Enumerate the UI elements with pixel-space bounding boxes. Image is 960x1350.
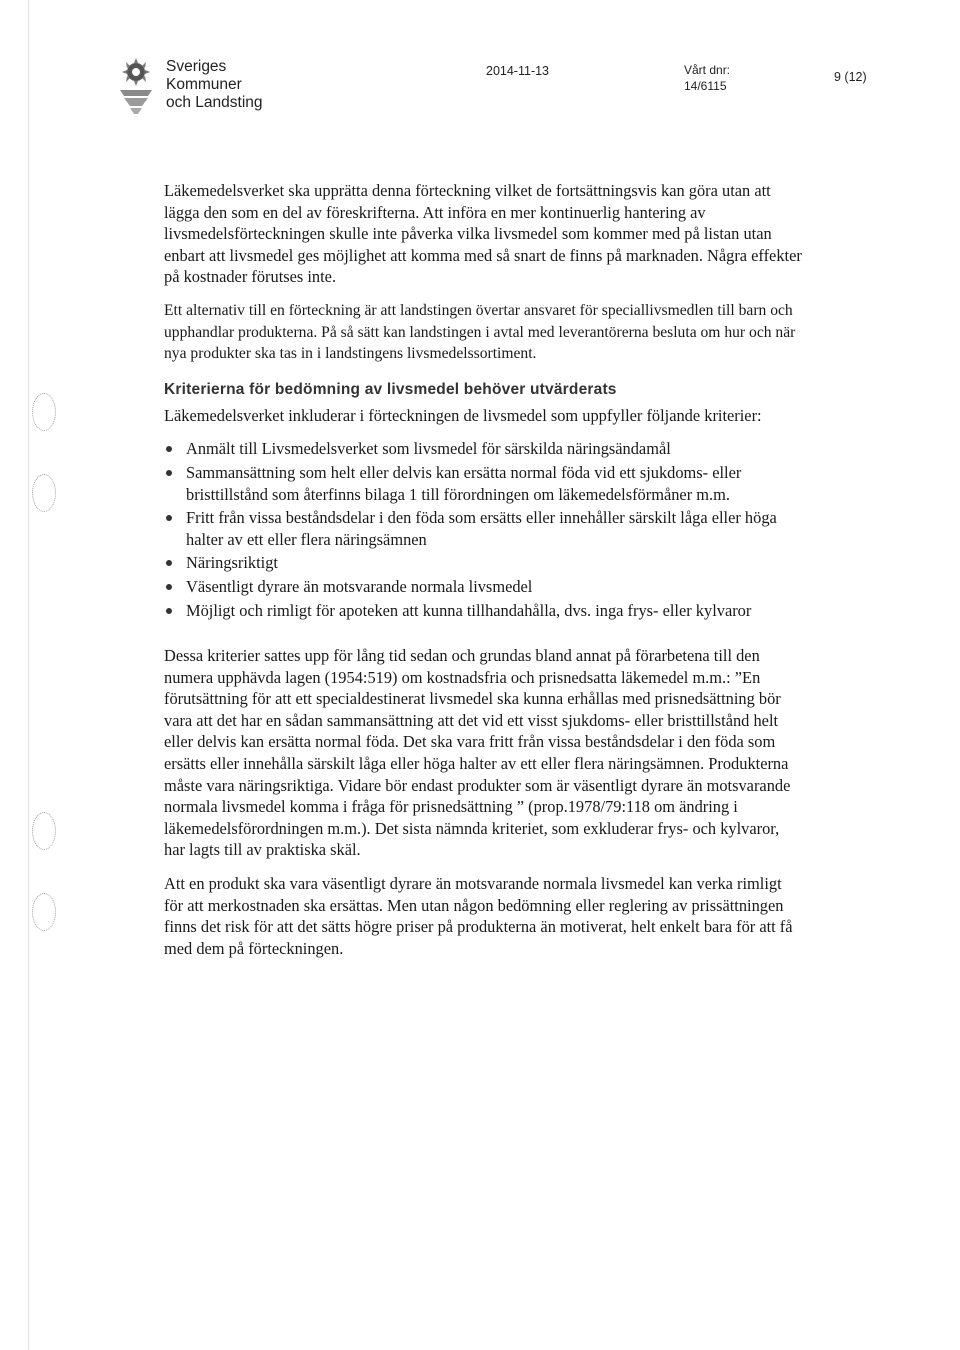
paragraph-2: Ett alternativ till en förteckning är att landstingen övertar ansvaret för speciallivsmedlen till barn och upphandlar produkterna. På så sätt kan landstingen i avtal med leverantörerna besluta om hur och när nya produkter ska tas in i landstingens livsmedelssortiment. <box>164 301 796 363</box>
list-item-text: Väsentligt dyrare än motsvarande normala livsmedel <box>186 576 533 596</box>
bullet-icon <box>166 608 172 614</box>
list-item <box>164 552 804 574</box>
list-item <box>164 507 804 550</box>
punch-holes <box>24 0 64 1350</box>
document-date: 2014-11-13 <box>486 64 550 78</box>
list-item-text: Möjligt och rimligt för apoteken att kunna tillhandahålla, dvs. inga frys- eller kylvaror <box>186 600 752 620</box>
list-item-text: Fritt från vissa beståndsdelar i den föda som ersätts eller innehåller särskilt låga eller höga halter av ett eller flera näringsämnen <box>186 508 777 549</box>
punch-hole <box>32 893 56 931</box>
punch-hole <box>32 474 56 512</box>
bullet-icon <box>166 470 172 476</box>
bullet-icon <box>166 446 172 452</box>
list-item <box>164 576 804 598</box>
list-item-text: Näringsriktigt <box>186 553 278 573</box>
list-item <box>164 438 804 460</box>
paragraph-4: Dessa kriterier sattes upp för lång tid sedan och grundas bland annat på förarbetena till den numera upphävda lagen (1954:519) om kostnadsfria och prisnedsatta läkemedel m.m.: ”En förutsättning för att ett specialdestinerat livsmedel ska kunna erhållas med prisnedsättning bör vara att det har en sådan sammansättning att det vid ett visst sjukdoms- eller bristtillstånd helt eller delvis kan ersätta normal föda. Det ska vara fritt från vissa beståndsdelar i den föda som ersätts eller innehålla särskilt låga eller höga halter av ett eller flera näringsämnen. Produkterna måste vara näringsriktiga. Vidare bör endast produkter som är väsentligt dyrare än motsvarande normala livsmedel komma i fråga för prisnedsättning ” (prop.1978/79:118 om ändring i läkemedelsförordningen m.m.). Det sista nämnda kriteriet, som exkluderar frys- och kylvaror, har lagts till av praktiska skäl. <box>164 646 791 860</box>
punch-hole <box>32 393 56 431</box>
org-line-3: och Landsting <box>166 94 263 111</box>
document-body <box>164 180 804 959</box>
list-item <box>164 600 804 622</box>
bullet-icon <box>166 584 172 590</box>
org-line-1: Sveriges <box>166 58 227 75</box>
organization-name <box>166 58 263 112</box>
letterhead <box>0 0 960 130</box>
reference-block <box>684 62 730 94</box>
reference-number: 14/6115 <box>684 79 727 93</box>
section-heading: Kriterierna för bedömning av livsmedel behöver utvärderats <box>164 380 617 398</box>
bullet-icon <box>166 560 172 566</box>
paragraph-3: Läkemedelsverket inkluderar i förteckningen de livsmedel som uppfyller följande kriterier: <box>164 405 762 425</box>
skl-logo-icon <box>112 56 160 114</box>
paragraph-1: Läkemedelsverket ska upprätta denna förteckning vilket de fortsättningsvis kan göra utan att lägga den som en del av föreskrifterna. Att införa en mer kontinuerlig hantering av livsmedelsförteckningen skulle inte påverka vilka livsmedel som kommer med på listan utan enbart att livsmedel ges möjlighet att komma med så snart de finns på marknaden. Några effekter på kostnader förutses inte. <box>164 181 802 287</box>
scan-edge <box>28 0 29 1350</box>
bullet-icon <box>166 515 172 521</box>
criteria-list <box>164 438 804 621</box>
paragraph-5: Att en produkt ska vara väsentligt dyrare än motsvarande normala livsmedel kan verka rimligt för att merkostnaden ska ersättas. Men utan någon bedömning eller reglering av prissättningen finns det risk för att det sätts högre priser på produkterna än motiverat, helt enkelt bara för att få med dem på förteckningen. <box>164 874 793 958</box>
punch-hole <box>32 812 56 850</box>
list-item <box>164 462 804 505</box>
list-item-text: Sammansättning som helt eller delvis kan ersätta normal föda vid ett sjukdoms- eller bristtillstånd som återfinns bilaga 1 till förordningen om läkemedelsförmåner m.m. <box>186 462 742 504</box>
reference-label: Vårt dnr: <box>684 63 731 77</box>
list-item-text: Anmält till Livsmedelsverket som livsmedel för särskilda näringsändamål <box>186 439 671 459</box>
org-line-2: Kommuner <box>166 76 242 93</box>
page-number: 9 (12) <box>834 70 867 84</box>
